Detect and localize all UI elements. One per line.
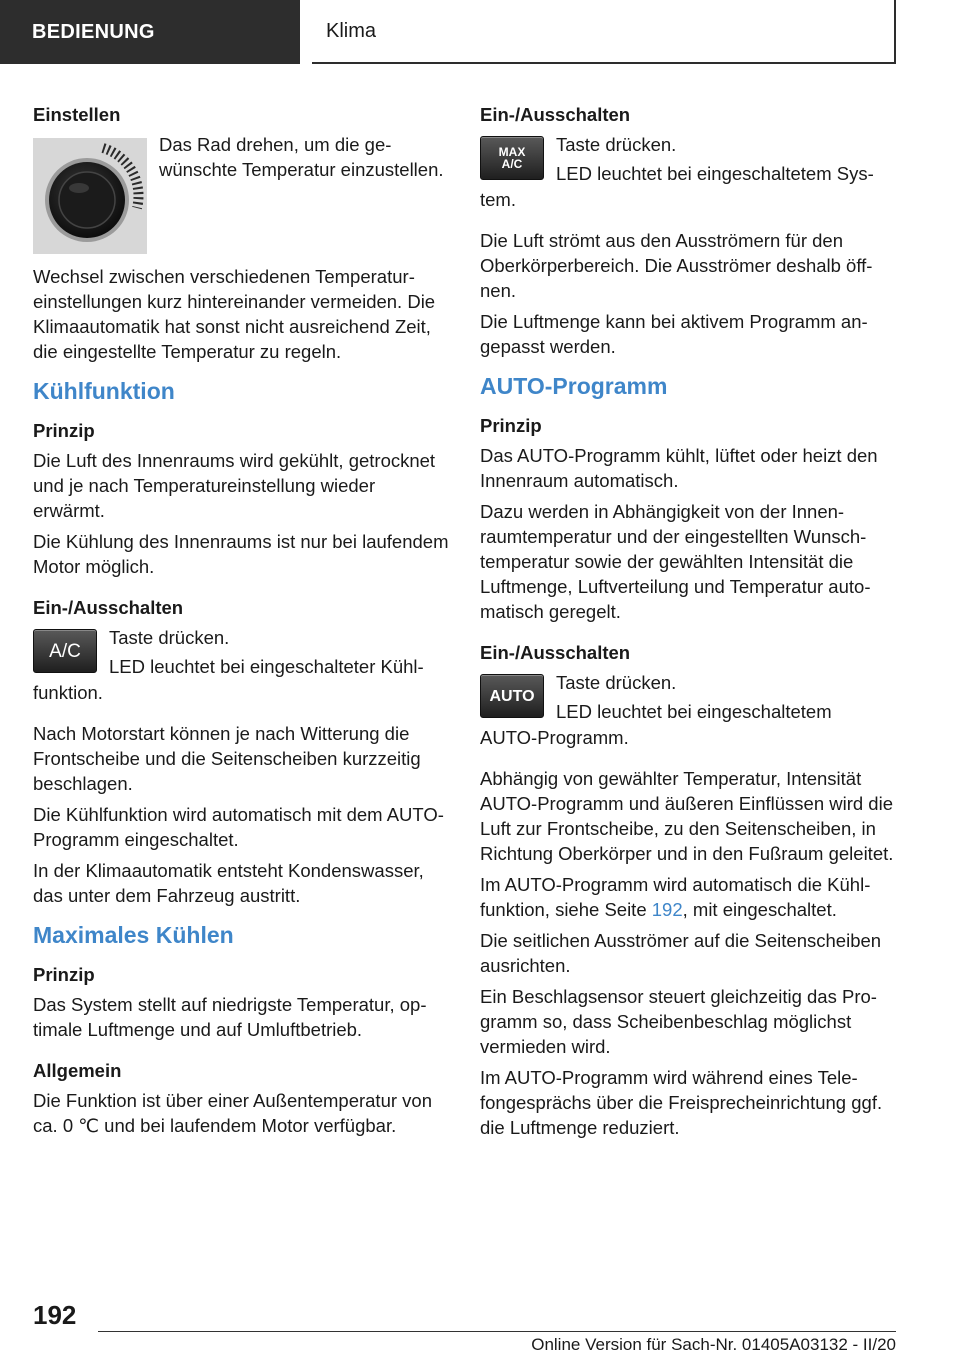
auto-einaus-heading: Ein-/Ausschalten — [480, 642, 631, 663]
ac-button-row — [33, 625, 449, 683]
temperature-knob-svg — [33, 138, 147, 254]
auto-p3: Abhängig von gewählter Temperatur, Intensität AUTO-Programm und äußeren Einflüssen wird die Luft zur Frontscheibe, zu den Seitenscheiben, in Richtung Oberkörper und in den Fußraum geleitet. — [480, 768, 894, 864]
maxac-p2: Die Luftmenge kann bei aktivem Programm angepasst werden. — [480, 311, 868, 357]
max-allgemein-p: Die Funktion ist über einer Außentemperatur von ca. 0 ℃ und bei laufendem Motor verfügbar. — [33, 1090, 432, 1136]
max-ac-button-icon — [480, 136, 544, 180]
ac-step2-cont: funktion. — [33, 682, 103, 703]
ac-button-icon: A/C — [33, 629, 97, 673]
einstellen-row — [33, 132, 449, 254]
auto-p7: Im AUTO-Programm wird während eines Telefongesprächs über die Freisprecheinrichtung ggf. die Luftmenge reduziert. — [480, 1067, 883, 1138]
auto-p4-start: Im AUTO-Programm wird automatisch die Kühlfunktion, siehe Seite — [480, 874, 871, 920]
kuehl-p5: In der Klimaautomatik entsteht Kondenswasser, das unter dem Fahrzeug austritt. — [33, 860, 424, 906]
maxac-step2-cont: tem. — [480, 189, 516, 210]
section-tab: BEDIENUNG — [0, 0, 300, 64]
footer-divider — [98, 1331, 896, 1332]
max-allgemein-heading: Allgemein — [33, 1060, 122, 1081]
max-prinzip-heading: Prinzip — [33, 964, 95, 985]
max-ac-line2: A/C — [501, 157, 523, 171]
maxac-step2: LED leuchtet bei eingeschaltetem Sys- — [556, 163, 874, 184]
page-192-link[interactable]: 192 — [651, 899, 683, 920]
maxac-p1: Die Luft strömt aus den Ausströmern für den Oberkörperbereich. Die Ausströmer deshalb öffnen. — [480, 230, 873, 301]
einstellen-heading: Einstellen — [33, 104, 121, 125]
kuehl-prinzip-p2: Die Kühlung des Innenraums ist nur bei laufendem Motor möglich. — [33, 531, 449, 577]
ac-step2: LED leuchtet bei eingeschalteter Kühl- — [109, 656, 424, 677]
auto-button-icon: AUTO — [480, 674, 544, 718]
auto-title: AUTO-Programm — [480, 373, 668, 399]
maxac-heading: Ein-/Ausschalten — [480, 104, 631, 125]
chapter-title: Klima — [312, 0, 896, 64]
auto-step2-cont: AUTO-Programm. — [480, 727, 629, 748]
kuehl-p4: Die Kühlfunktion wird automatisch mit dem AUTO-Programm eingeschaltet. — [33, 804, 444, 850]
left-column — [33, 102, 449, 1144]
kuehl-prinzip-p1: Die Luft des Innenraums wird gekühlt, getrocknet und je nach Temperatureinstellung wieder erwärmt. — [33, 450, 436, 521]
auto-p6: Ein Beschlagsensor steuert gleichzeitig das Programm so, dass Scheibenbeschlag möglichst vermieden wird. — [480, 986, 877, 1057]
kuehlfunktion-title: Kühlfunktion — [33, 378, 175, 404]
temperature-knob-icon — [33, 138, 147, 254]
maxac-step1: Taste drücken. — [556, 134, 677, 155]
einstellen-text: Das Rad drehen, um die gewünschte Temperatur einzustellen. — [159, 134, 444, 180]
auto-button-row — [480, 670, 896, 728]
max-prinzip-p: Das System stellt auf niedrigste Temperatur, optimale Luftmenge und auf Umluftbetrieb. — [33, 994, 427, 1040]
auto-step1: Taste drücken. — [556, 672, 677, 693]
auto-step2: LED leuchtet bei eingeschaltetem — [556, 701, 832, 722]
auto-p4-end: , mit eingeschaltet. — [682, 899, 837, 920]
auto-prinzip-p1: Das AUTO-Programm kühlt, lüftet oder heizt den Innenraum automatisch. — [480, 445, 878, 491]
maximales-title: Maximales Kühlen — [33, 922, 234, 948]
page-number: 192 — [33, 1300, 77, 1330]
footer-text: Online Version für Sach-Nr. 01405A03132 - II/20 — [531, 1335, 896, 1354]
maxac-button-row — [480, 132, 896, 190]
max-ac-line1: MAX — [498, 145, 526, 159]
ac-step1: Taste drücken. — [109, 627, 230, 648]
auto-prinzip-p2: Dazu werden in Abhängigkeit von der Innenraumtemperatur und der eingestellten Wunschtemperatur sowie der gewählten Intensität die Luftmenge, Luftverteilung und Temperatur automatisch geregelt. — [480, 501, 871, 622]
auto-p5: Die seitlichen Ausströmer auf die Seitenscheiben ausrichten. — [480, 930, 882, 976]
kuehl-einaus-heading: Ein-/Ausschalten — [33, 597, 184, 618]
right-column — [480, 102, 896, 1146]
auto-prinzip-heading: Prinzip — [480, 415, 542, 436]
kuehl-p3: Nach Motorstart können je nach Witterung die Frontscheibe und die Seitenscheiben kurzzeitig beschlagen. — [33, 723, 421, 794]
auto-p4 — [480, 872, 896, 922]
kuehl-prinzip-heading: Prinzip — [33, 420, 95, 441]
wechsel-paragraph: Wechsel zwischen verschiedenen Temperatureinstellungen kurz hintereinander vermeiden. Die Klimaautomatik hat sonst nicht ausreichend Zeit, die eingestellte Temperatur zu regeln. — [33, 266, 436, 362]
